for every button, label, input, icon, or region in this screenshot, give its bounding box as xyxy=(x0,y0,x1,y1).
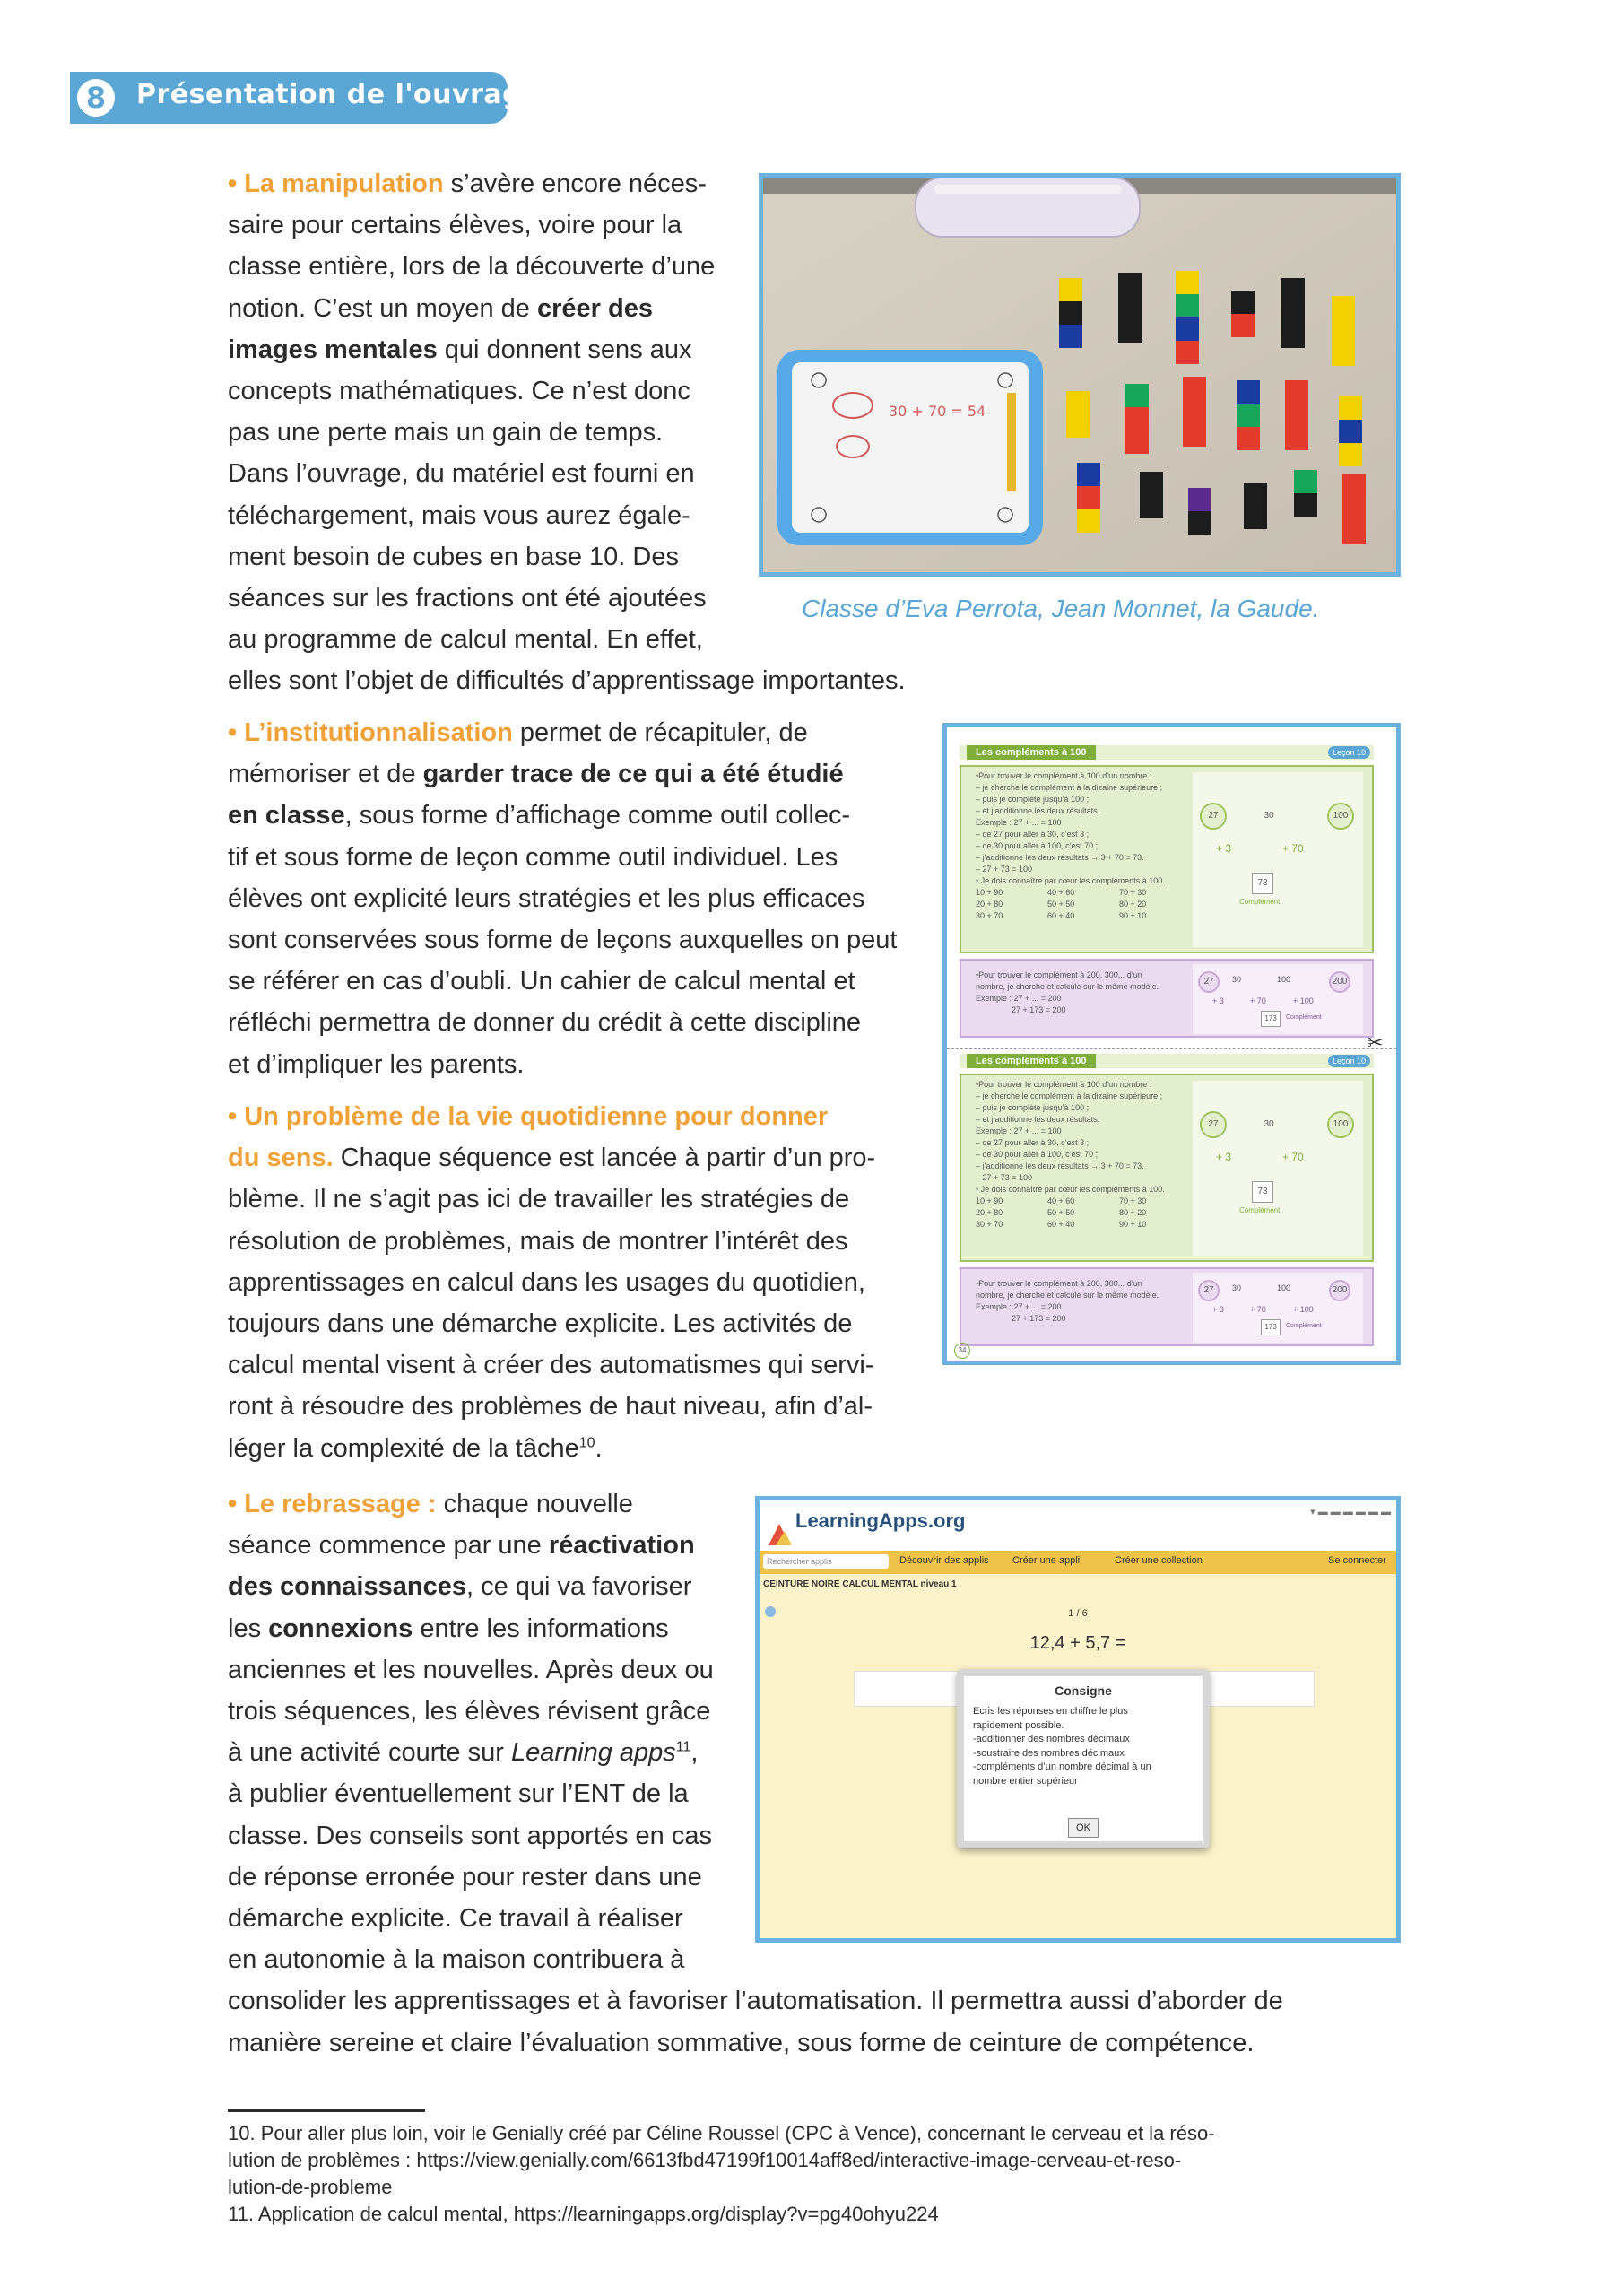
heading-institutionnalisation: • L’institutionnalisation xyxy=(228,718,513,747)
classroom-photo-image xyxy=(763,178,1396,572)
nav-discover[interactable]: Découvrir des applis xyxy=(899,1555,989,1566)
app-title: CEINTURE NOIRE CALCUL MENTAL niveau 1 xyxy=(763,1579,957,1589)
footnotes: 10. Pour aller plus loin, voir le Genially créé par Céline Roussel (CPC à Vence), concernant le cerveau et la réso- lution de problèmes : https://view.genially.com/6613fbd47199f10014aff8ed/interactive-image-cerveau-et-reso- lution-de-probleme 11. Application de calcul mental, https://learningapps.org/display?v=pg40ohyu224 xyxy=(228,2120,1340,2228)
learningapps-logo: LearningApps.org xyxy=(795,1509,966,1532)
search-input[interactable]: Rechercher applis xyxy=(763,1554,889,1569)
lesson-card-top xyxy=(960,745,1374,1041)
ok-button[interactable]: OK xyxy=(1068,1818,1099,1838)
lesson-title: Les compléments à 100 xyxy=(967,745,1096,760)
lesson-text: •Pour trouver le complément à 100 d’un nombre : – je cherche le complément à la dizaine supérieure ; – puis je complète jusqu’à 100 ; – et j’additionne les deux résultats. Exemple : 27 + ... = 100 – de 27 pour aller à 30, c’est 3 ; – de 30 pour aller à 100, c’est 70 ; – j’additionne les deux résultats → 3 + 70 = 73. – 27 + 73 = 100 • Je dois connaître par cœur les compléments à 100. 10 + 90 40 + 60 70 + 30 20 + 80 50 + 50 80 + 20 30 + 70 60 + 40 90 + 10 xyxy=(976,771,1165,920)
footnote-ref-11[interactable]: 11 xyxy=(675,1739,691,1755)
lesson-diagram: 27 30 100 + 3 + 70 73 Complément xyxy=(1193,772,1363,947)
footnote-ref-10[interactable]: 10 xyxy=(578,1434,595,1450)
lesson-card-bottom: Les compléments à 100 Leçon 10 •Pour trouver le complément à 100 d’un nombre : – je cherche le complément à la dizaine supérieure ; – puis je complète jusqu’à 100 ; – et j’additionne les deux résultats. Exemple : 27 + ... = 100 – de 27 pour aller à 30, c’est 3 ; – de 30 pour aller à 100, c’est 70 ; – j’additionne les deux résultats → 3 + 70 = 73. – 27 + 73 = 100 • Je dois connaître par cœur les compléments à 100. 10 + 90 40 + 60 70 + 30 20 + 80 50 + 50 80 + 20 30 + 70 60 + 40 90 + 10 27 30 100 + 3 + 70 73 Complément •Pour trouver le complément à 200, 300... d’un nombre, je cherche et calcule sur le même modèle. Exemple : 27 + ... = 200 27 + 173 = 200 27 30 100 200 + 3 + 70 + 100 173 Complément xyxy=(960,1054,1374,1350)
language-flags-icon[interactable]: ▾ ▬ ▬ ▬ ▬ ▬ ▬ xyxy=(1310,1507,1391,1518)
whiteboard-scribble: 30 + 70 = 54 xyxy=(889,403,986,420)
learningapps-screenshot xyxy=(755,1496,1401,1943)
footnote-10: 10. Pour aller plus loin, voir le Genially créé par Céline Roussel (CPC à Vence), concernant le cerveau et la réso- xyxy=(228,2122,1215,2144)
footnote-divider xyxy=(228,2109,425,2112)
classroom-photo xyxy=(759,173,1401,577)
question-counter: 1 / 6 xyxy=(1068,1608,1088,1619)
heading-probleme: • Un problème de la vie quotidienne pour donner xyxy=(228,1102,829,1131)
page-title: Présentation de l'ouvrage xyxy=(136,79,541,110)
lesson-badge: Leçon 10 xyxy=(1328,746,1370,759)
lesson-extension-text: •Pour trouver le complément à 200, 300... d’un nombre, je cherche et calcule sur le même modèle. Exemple : 27 + ... = 200 27 + 173 = 200 xyxy=(976,970,1159,1014)
lesson-extension-diagram: 27 30 100 200 + 3 + 70 + 100 173 Complément xyxy=(1193,964,1363,1034)
nav-create-app[interactable]: Créer une appli xyxy=(1012,1555,1081,1566)
footnote-11[interactable]: 11. Application de calcul mental, https://learningapps.org/display?v=pg40ohyu224 xyxy=(228,2203,939,2225)
question-text: 12,4 + 5,7 = xyxy=(1029,1633,1126,1653)
instruction-dialog xyxy=(957,1669,1210,1848)
heading-rebrassage: • Le rebrassage : xyxy=(228,1490,437,1518)
dialog-title: Consigne xyxy=(1055,1683,1112,1698)
scissors-icon: ✂ xyxy=(1367,1031,1384,1054)
section-institutionnalisation: • L’institutionnalisation permet de récapituler, de mémoriser et de garder trace de ce qui a été étudié en classe, sous forme d’affichage comme outil collec- tif et sous forme de leçon comme outil individuel. Les élèves ont explicité leurs stratégies et les plus efficaces sont conservées sous forme de leçons auxquelles on peut se référer en cas d’oubli. Un cahier de calcul mental et réfléchi permettra de donner du crédit à cette discipline et d’impliquer les parents. xyxy=(228,718,898,1079)
page-number: 8 xyxy=(74,75,118,120)
lesson-card-image xyxy=(942,723,1401,1365)
section-probleme: • Un problème de la vie quotidienne pour donner du sens. Chaque séquence est lancée à partir d’un pro- blème. Il ne s’agit pas ici de travailler les stratégies de résolution de problèmes, mais de montrer l’intérêt des apprentissages en calcul dans les usages du quotidien, toujours dans une démarche explicite. Les activités de calcul mental visent à créer des automatismes qui servi- ront à résoudre des problèmes de haut niveau, afin d’al- léger la complexité de la tâche$^{10}$. xyxy=(228,1096,927,1469)
section-manipulation: • La manipulation s’avère encore néces- saire pour certains élèves, voire pour la classe entière, lors de la découverte d’une notion. C’est un moyen de créer des images mentales qui donnent sens aux concepts mathématiques. Ce n’est donc pas une perte mais un gain de temps. Dans l’ouvrage, du matériel est fourni en téléchargement, mais vous aurez égale- ment besoin de cubes en base 10. Des séances sur les fractions ont été ajoutées au programme de calcul mental. En effet, elles sont l’objet de difficultés d’apprentissage importantes. xyxy=(228,170,906,696)
nav-login[interactable]: Se connecter xyxy=(1328,1555,1386,1566)
heading-manipulation: • La manipulation xyxy=(228,170,444,198)
learningapps-nav xyxy=(760,1551,1396,1574)
learningapps-logo-icon xyxy=(767,1520,794,1547)
section-rebrassage: • Le rebrassage : chaque nouvelle séance commence par une réactivation des connaissances, ce qui va favoriser les connexions entre les informations anciennes et les nouvelles. Après deux ou trois séquences, les élèves révisent grâce à une activité courte sur Learning apps$^{11}$, à publier éventuellement sur l’ENT de la classe. Des conseils sont apportés en cas de réponse erronée pour rester dans une démarche explicite. Ce travail à réaliser en autonomie à la maison contribuera à consolider les apprentissages et à favoriser l’automatisation. Il permettra aussi d’aborder de manière sereine et claire l’évaluation sommative, sous forme de ceinture de compétence. xyxy=(228,1490,1283,2057)
dialog-body: Ecris les réponses en chiffre le plus rapidement possible. -additionner des nombres décimaux -soustraire des nombres décimaux -compléments d’un nombre décimal à un nombre entier supérieur xyxy=(973,1706,1151,1787)
lesson-page-marker: 34 xyxy=(954,1343,970,1359)
photo-caption: Classe d’Eva Perrota, Jean Monnet, la Gaude. xyxy=(802,595,1320,622)
nav-create-collection[interactable]: Créer une collection xyxy=(1115,1555,1203,1566)
